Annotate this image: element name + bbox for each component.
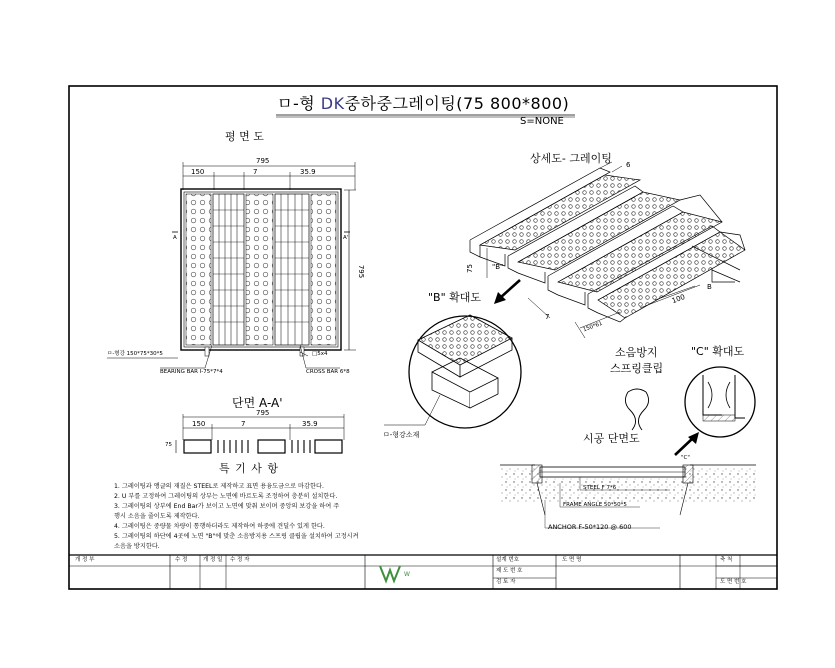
plan-dim-right: 35.9 xyxy=(300,168,316,176)
drawing-title xyxy=(277,96,569,112)
note-line: 소음을 방지한다. xyxy=(114,543,160,550)
section-dim-height: 75 xyxy=(165,442,172,448)
plan-dim-height: 795 xyxy=(357,264,366,279)
tb-reviewer: 검 토 자 xyxy=(496,579,516,585)
install-callout-anchor: ANCHOR F-50*120 @ 600 xyxy=(548,523,632,531)
c-detail-label: "C" 확대도 xyxy=(691,345,745,358)
detail-dim-b: B xyxy=(707,283,712,291)
section-label: 단면 A-A' xyxy=(232,396,283,410)
tb-drawing-name: 도 면 명 xyxy=(562,557,582,563)
note-line: 4. 그레이팅은 중량물 차량이 통행하더라도 제작하여 하중에 견딜수 있게 한다. xyxy=(114,523,325,530)
notes-list xyxy=(114,482,359,552)
plan-dim-mid: 7 xyxy=(253,168,258,176)
note-line: 5. 그레이팅의 하단에 4곳에 노면 "B"에 맞춘 소음방지용 스프링 클립을 설치하여 고정시켜 xyxy=(114,533,359,540)
plan-mark-a: A xyxy=(173,235,177,241)
detail-b-ref: "B" xyxy=(492,263,504,271)
plan-callout-bearing: BEARING BAR I-75*7*4 xyxy=(160,369,223,375)
note-line: 행시 소음을 줄이도록 제작한다. xyxy=(114,513,200,520)
plan-callout-channel: ㅁ-형강 150*75*30*5 xyxy=(107,351,163,357)
plan-callout-cross: CROSS BAR 6*8 xyxy=(306,369,350,375)
plan-dim-left: 150 xyxy=(191,168,205,176)
install-callout-steel: STEEL F 7*6 xyxy=(583,485,617,491)
note-line: 2. U 부를 고정하여 그레이팅의 상부는 노면에 바르도록 조정하여 충분히 설치한다. xyxy=(114,493,338,500)
tb-scale: 축 척 xyxy=(720,557,733,563)
note-line: 1. 그레이팅과 앵글의 재질은 STEEL로 제작하고 표면 용융도금으로 마감한다. xyxy=(114,483,324,490)
spring-clip-line1: 소음방지 xyxy=(615,346,658,359)
title-brand: DK xyxy=(320,94,345,113)
b-detail xyxy=(384,315,521,428)
install-c-ref: "C" xyxy=(681,455,690,461)
section-dim-left: 150 xyxy=(192,420,206,428)
tb-design-no: 설계 번호 xyxy=(496,557,520,563)
detail-dim-seven: 7 xyxy=(545,313,550,321)
tb-revision: 개 정 부 xyxy=(75,557,95,563)
notes-heading: 특 기 사 항 xyxy=(219,462,279,475)
tb-rev-date: 개 정 일 xyxy=(203,557,223,563)
spring-clip-line2: 스프링클립 xyxy=(610,362,664,375)
detail-dim-pitch: 100 xyxy=(670,292,687,306)
c-detail xyxy=(685,367,755,437)
section-dim-mid: 7 xyxy=(241,420,246,428)
title-prefix: ㅁ-형 xyxy=(277,94,316,113)
detail-dim-top: 6 xyxy=(626,161,631,169)
section-dim-right: 35.9 xyxy=(302,420,318,428)
detail-label: 상세도- 그레이팅 xyxy=(530,152,612,165)
detail-dim-height: 75 xyxy=(465,264,474,273)
plan-callout-small: □5x4 xyxy=(312,351,328,357)
plan-label: 평 면 도 xyxy=(225,130,264,143)
title-rest: 중하중그레이팅(75 800*800) xyxy=(344,94,570,113)
install-callout-frame: FRAME ANGLE 50*50*5 xyxy=(563,502,627,508)
isometric-detail xyxy=(470,162,745,338)
logo-mark xyxy=(380,566,400,581)
spring-clip-drawing xyxy=(625,389,648,430)
tb-modify: 수 정 xyxy=(175,557,188,563)
detail-dim-base: 150*61 xyxy=(582,320,604,334)
logo-text: W xyxy=(404,571,410,578)
scale-label: S=NONE xyxy=(520,116,564,127)
section-dim-overall: 795 xyxy=(256,409,270,417)
tb-drafter: 제 도 번 호 xyxy=(496,568,523,574)
plan-dim-overall: 795 xyxy=(256,157,270,165)
b-detail-label: "B" 확대도 xyxy=(428,291,482,304)
note-line: 3. 그레이팅의 상부에 End Bar가 보이고 노면에 맞춰 보이며 중앙의 보강을 하여 주 xyxy=(114,503,340,510)
install-label: 시공 단면도 xyxy=(583,432,640,445)
b-detail-callout: ㅁ-형강소재 xyxy=(383,431,420,439)
tb-drawing-no: 도 면 번 호 xyxy=(720,579,747,585)
install-section xyxy=(500,465,756,528)
tb-modifier: 수 정 자 xyxy=(230,557,250,563)
plan-mark-a-prime: A' xyxy=(343,235,349,241)
plan-view xyxy=(107,162,356,368)
